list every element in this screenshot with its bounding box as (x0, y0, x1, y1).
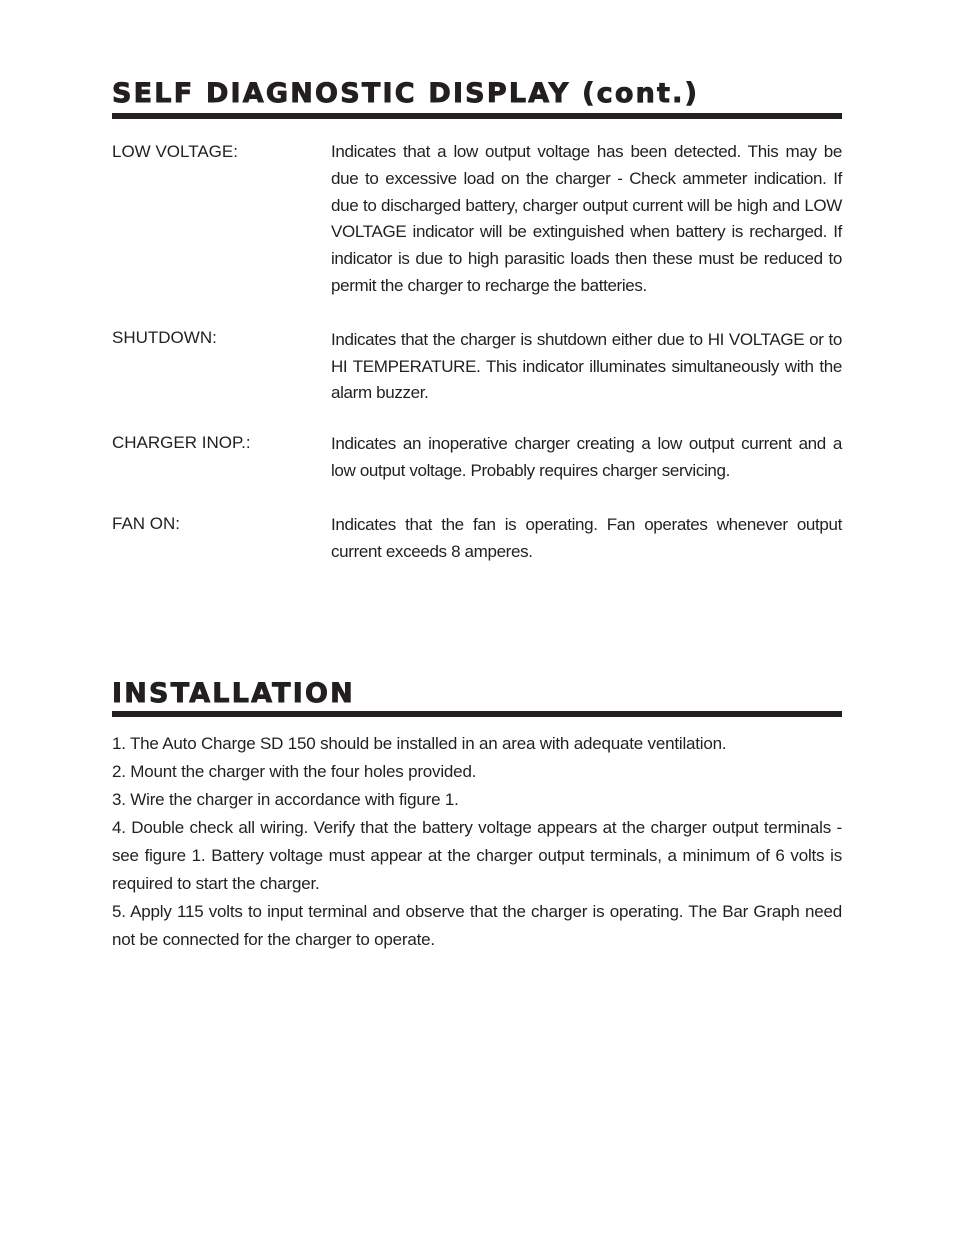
installation-step: 1. The Auto Charge SD 150 should be installed in an area with adequate ventilation. (112, 734, 727, 753)
entry-term: CHARGER INOP.: (112, 433, 251, 452)
installation-step: 2. Mount the charger with the four holes provided. (112, 762, 477, 781)
installation-step: 4. Double check all wiring. Verify that the battery voltage appears at the charger output terminals - see figure 1. Battery voltage must appear at the charger output terminals, a minimum of 6 volts is required to start the charger. (112, 818, 842, 893)
self-diagnostic-heading-rule (112, 113, 842, 119)
installation-step: 3. Wire the charger in accordance with figure 1. (112, 790, 459, 809)
entry-term: SHUTDOWN: (112, 328, 217, 347)
entry-description: Indicates that a low output voltage has been detected. This may be due to excessive load on the charger - Check ammeter indication. If due to discharged battery, charger output current will be high and LOW VOLTAGE indicator will be extinguished when battery is recharged. If indicator is due to high parasitic loads then these must be reduced to permit the charger to recharge the batteries. (331, 142, 842, 295)
installation-heading: INSTALLATION (112, 678, 355, 709)
entry-description: Indicates that the fan is operating. Fan operates whenever output current exceeds 8 amperes. (331, 515, 842, 561)
entry-term: FAN ON: (112, 514, 181, 533)
entry-description: Indicates an inoperative charger creating a low output current and a low output voltage. Probably requires charger servicing. (331, 434, 842, 480)
installation-heading-rule (112, 711, 842, 717)
installation-step: 5. Apply 115 volts to input terminal and observe that the charger is operating. The Bar Graph need not be connected for the charger to operate. (112, 902, 842, 949)
installation-steps (112, 730, 842, 954)
self-diagnostic-heading: SELF DIAGNOSTIC DISPLAY (cont.) (112, 78, 700, 109)
entry-description: Indicates that the charger is shutdown either due to HI VOLTAGE or to HI TEMPERATURE. This indicator illuminates simultaneously with the alarm buzzer. (331, 330, 842, 403)
entry-term: LOW VOLTAGE: (112, 142, 238, 161)
